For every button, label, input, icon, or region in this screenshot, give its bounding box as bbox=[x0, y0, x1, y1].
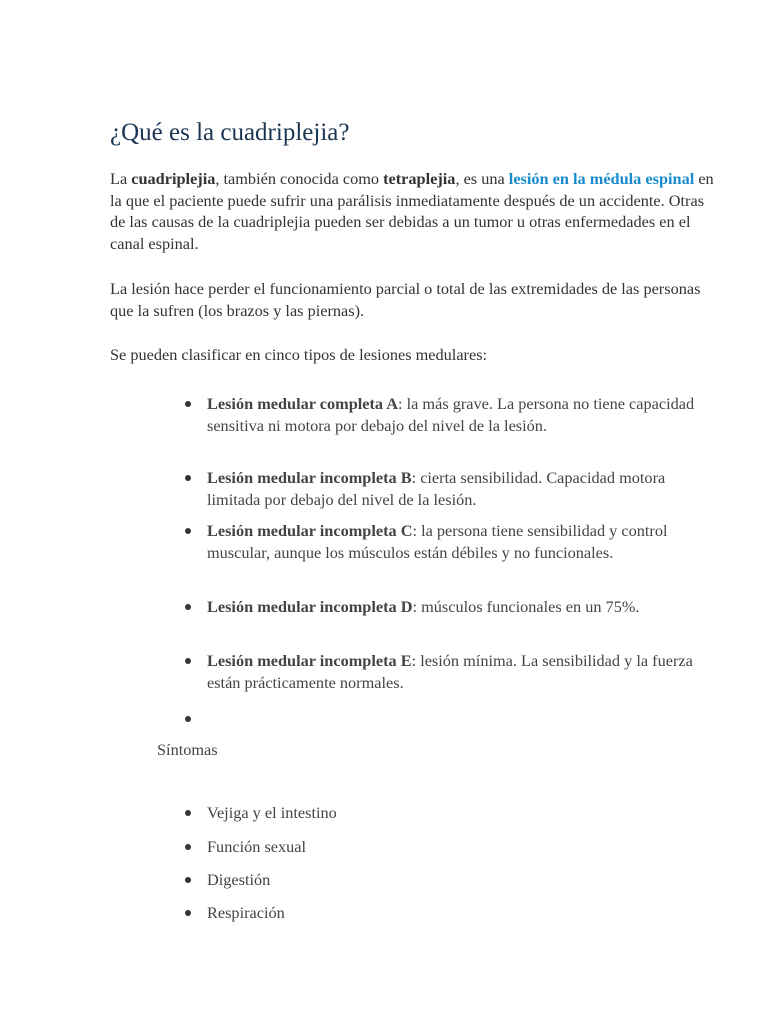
symptoms-heading: Síntomas bbox=[157, 740, 218, 759]
list-item bbox=[207, 393, 695, 436]
intro-text: , también conocida como bbox=[215, 169, 384, 188]
intro-text: , es una bbox=[455, 169, 509, 188]
list-item bbox=[207, 650, 695, 693]
symptom-label: Función sexual bbox=[207, 837, 307, 856]
bullet-icon bbox=[185, 401, 191, 407]
lesion-desc: : lesión mínima. La sensibilidad y la fuerza están prácticamente normales. bbox=[207, 651, 693, 692]
bullet-icon bbox=[185, 475, 191, 481]
lesion-medula-link[interactable]: lesión en la médula espinal bbox=[508, 169, 695, 188]
bullet-icon bbox=[185, 910, 191, 916]
lesion-name: Lesión medular incompleta B bbox=[207, 468, 412, 487]
bullet-icon bbox=[185, 877, 191, 883]
bullet-icon bbox=[185, 658, 191, 664]
symptom-label: Respiración bbox=[207, 903, 285, 922]
term-cuadriplejia: cuadriplejia bbox=[131, 169, 216, 188]
lesion-name: Lesión medular incompleta E bbox=[207, 651, 412, 670]
bullet-icon bbox=[185, 604, 191, 610]
list-item bbox=[207, 467, 695, 510]
lesion-desc: : músculos funcionales en un 75%. bbox=[412, 597, 640, 616]
list-item bbox=[207, 836, 695, 858]
bullet-icon bbox=[185, 810, 191, 816]
intro-paragraph bbox=[110, 168, 720, 254]
lesion-name: Lesión medular incompleta D bbox=[207, 597, 413, 616]
term-tetraplejia: tetraplejia bbox=[383, 169, 456, 188]
symptom-label: Digestión bbox=[207, 870, 271, 889]
lesion-name: Lesión medular completa A bbox=[207, 394, 399, 413]
lesion-desc: : la más grave. La persona no tiene capacidad sensitiva ni motora por debajo del nivel de la lesión. bbox=[207, 394, 695, 435]
page-title: ¿Qué es la cuadriplejia? bbox=[110, 119, 350, 146]
bullet-icon bbox=[185, 528, 191, 534]
intro-text: La bbox=[110, 169, 132, 188]
symptom-label: Vejiga y el intestino bbox=[207, 803, 337, 822]
list-item bbox=[207, 596, 695, 618]
bullet-icon bbox=[185, 844, 191, 850]
list-item bbox=[207, 869, 695, 891]
lesion-desc: : cierta sensibilidad. Capacidad motora limitada por debajo del nivel de la lesión. bbox=[207, 468, 666, 509]
lesion-desc: : la persona tiene sensibilidad y control muscular, aunque los músculos están débiles y no funcionales. bbox=[207, 521, 668, 562]
intro-text: en la que el paciente puede sufrir una parálisis inmediatamente después de un accidente. Otras de las causas de la cuadriplejia pueden ser debidas a un tumor u otras enfermedades en el canal espinal. bbox=[110, 169, 714, 253]
bullet-icon bbox=[185, 716, 191, 722]
paragraph-clasificacion: Se pueden clasificar en cinco tipos de lesiones medulares: bbox=[110, 345, 488, 364]
paragraph-extremidades: La lesión hace perder el funcionamiento parcial o total de las extremidades de las personas que la sufren (los brazos y las piernas). bbox=[110, 279, 701, 320]
lesion-name: Lesión medular incompleta C bbox=[207, 521, 413, 540]
list-item bbox=[207, 802, 695, 824]
list-item bbox=[207, 902, 695, 924]
list-item bbox=[207, 520, 695, 563]
